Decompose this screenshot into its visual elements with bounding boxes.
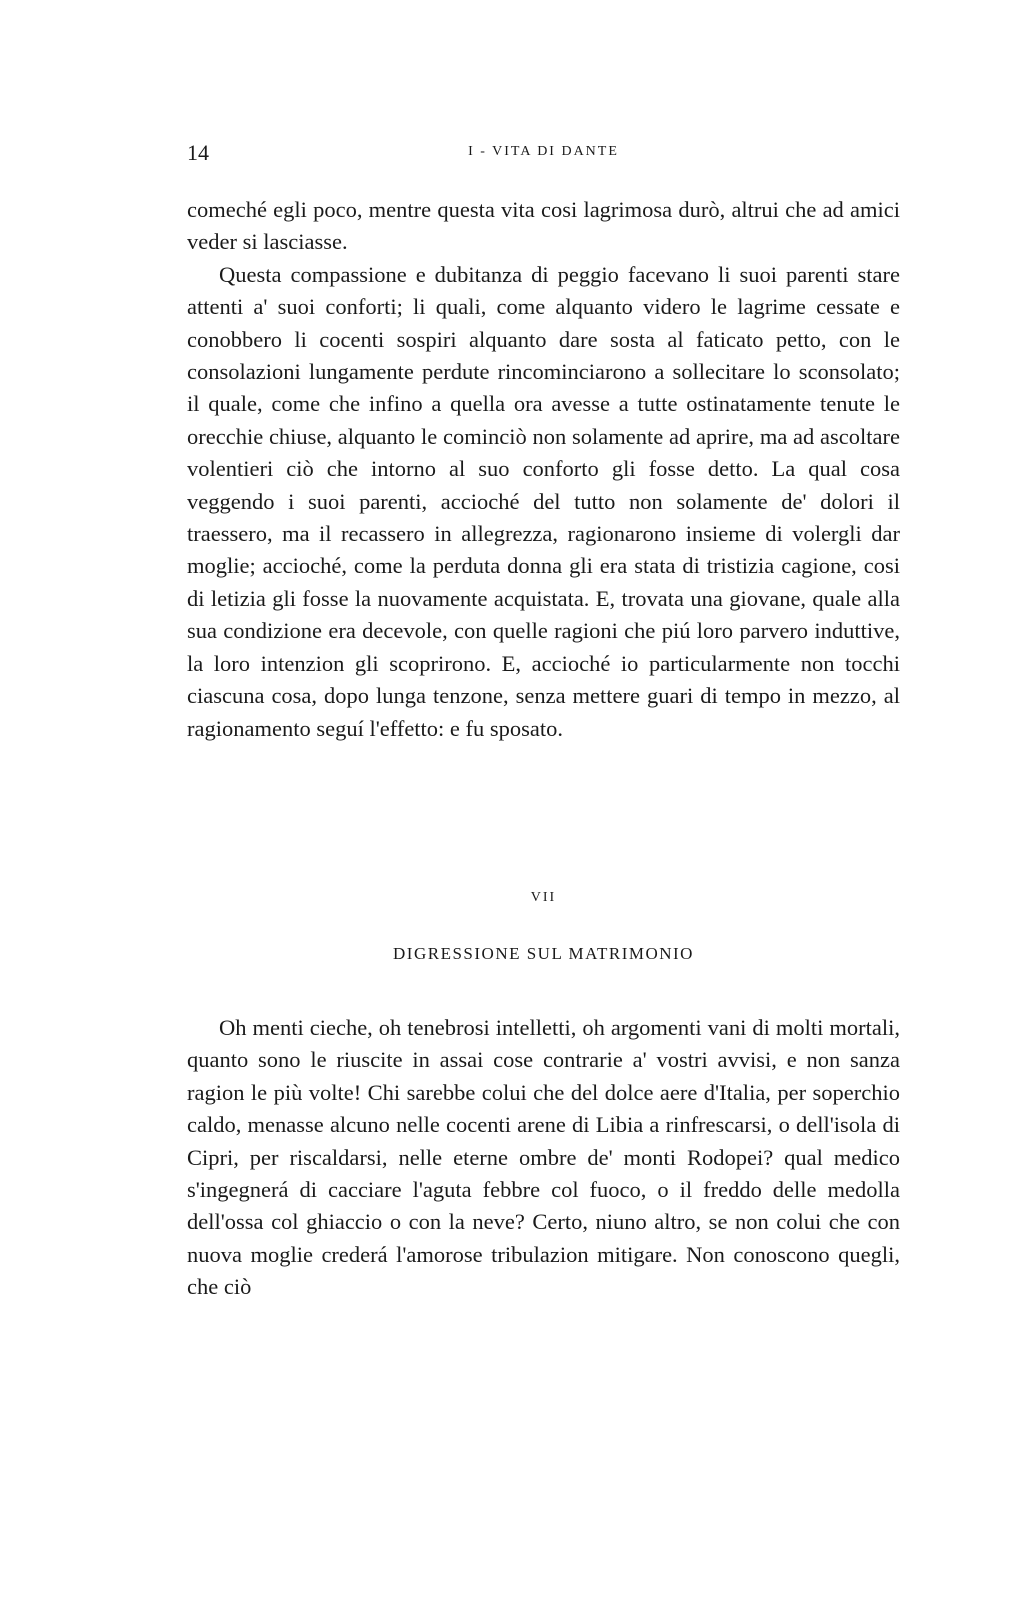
section-vi-ending	[187, 194, 900, 745]
paragraph: Questa compassione e dubitanza di peggio facevano li suoi parenti stare attenti a' suoi conforti; li quali, come alquanto videro le lagrime cessate e conobbero li cocenti sospiri alquanto dare sosta al faticato petto, con le consolazioni lungamente perdute rincominciarono a sollecitare lo sconsolato; il quale, come che infino a quella ora avesse a tutte ostinatamente tenute le orecchie chiuse, alquanto le cominciò non solamente ad aprire, ma ad ascoltare volentieri ciò che intorno al suo conforto gli fosse detto. La qual cosa veggendo i suoi parenti, accioché del tutto non solamente de' dolori il traessero, ma il recassero in allegrezza, ragionarono insieme di volergli dar moglie; accioché, come la perduta donna gli era stata di tristizia cagione, cosi di letizia gli fosse la nuovamente acquistata. E, trovata una giovane, quale alla sua condizione era decevole, con quelle ragioni che piú loro parvero induttive, la loro intenzion gli scoprirono. E, accioché io particularmente non tocchi ciascuna cosa, dopo lunga tenzone, senza mettere guari di tempo in mezzo, al ragionamento seguí l'effetto: e fu sposato.	[187, 261, 900, 741]
section-vii-body	[187, 1012, 900, 1304]
chapter-title: DIGRESSIONE SUL MATRIMONIO	[393, 944, 694, 963]
paragraph-continuation: comeché egli poco, mentre questa vita cosi lagrimosa durò, altrui che ad amici veder si lasciasse.	[187, 197, 900, 255]
paragraph: Oh menti cieche, oh tenebrosi intelletti, oh argomenti vani di molti mortali, quanto sono le riuscite in assai cose contrarie a' vostri avvisi, e non sanza ragion le più volte! Chi sarebbe colui che del dolce aere d'Italia, per soperchio caldo, menasse alcuno nelle cocenti arene di Libia a rinfrescarsi, o dell'isola di Cipri, per riscaldarsi, nelle eterne ombre de' monti Rodopei? qual medico s'ingegnerá di cacciare l'aguta febbre col fuoco, o il freddo delle medolla dell'ossa col ghiaccio o con la neve? Certo, niuno altro, se non colui che con nuova moglie crederá l'amorose tribulazion mitigare. Non conoscono quegli, che ciò	[187, 1015, 900, 1300]
page-header	[187, 140, 900, 170]
chapter-number: VII	[530, 890, 557, 905]
page-number: 14	[187, 140, 209, 165]
running-title: I - VITA DI DANTE	[468, 144, 619, 159]
